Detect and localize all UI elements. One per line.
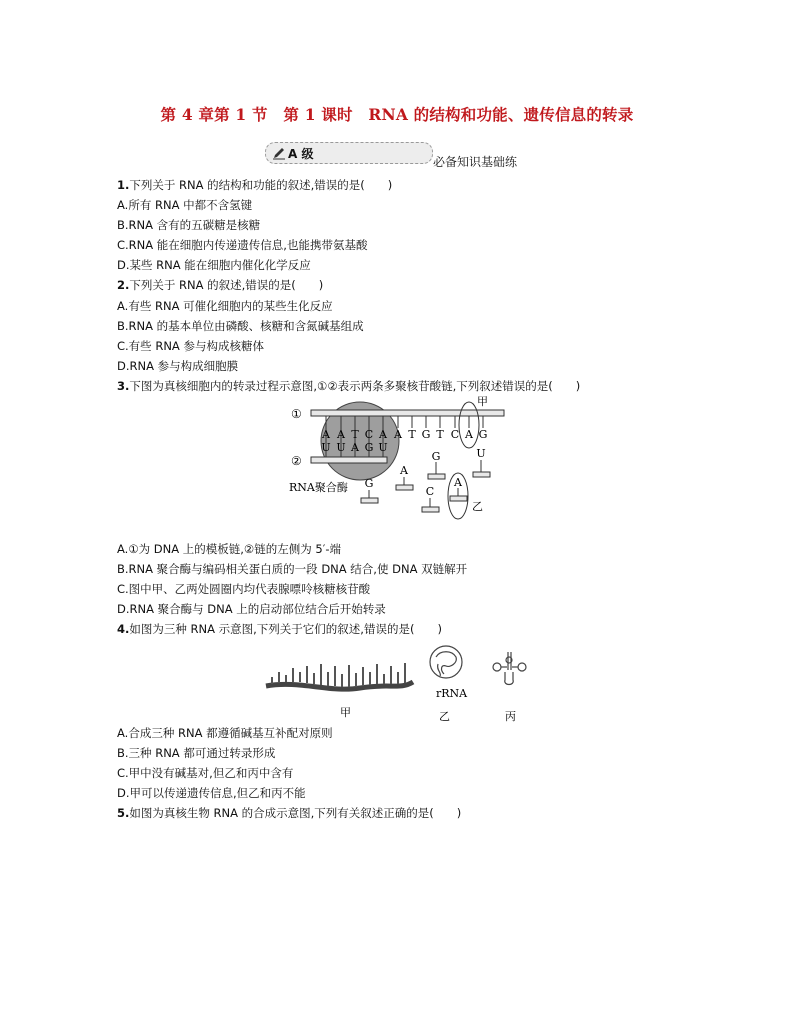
base-label: T (351, 428, 359, 441)
base-label: G (421, 428, 431, 441)
question-1-option-a: A.所有 RNA 中都不含氢键 (117, 198, 253, 212)
label-bing: 丙 (505, 710, 516, 723)
question-4-option-d: D.甲可以传递遗传信息,但乙和丙不能 (117, 786, 306, 800)
question-3-option-c: C.图中甲、乙两处圆圈内均代表腺嘌呤核糖核苷酸 (117, 582, 371, 596)
level-label: A 级 (288, 147, 314, 161)
question-1-stem: 1.下列关于 RNA 的结构和功能的叙述,错误的是( ) (117, 178, 393, 192)
base-label: C (450, 428, 460, 441)
rrna-shape (430, 646, 462, 678)
free-base: A (400, 464, 408, 477)
free-base: C (425, 485, 435, 498)
trna-shape (493, 652, 526, 685)
base-label: A (337, 428, 345, 441)
free-base: G (431, 450, 441, 463)
base-label: U (336, 441, 346, 454)
question-2-option-d: D.RNA 参与构成细胞膜 (117, 359, 239, 373)
base-label: C (364, 428, 374, 441)
question-5-stem: 5.如图为真核生物 RNA 的合成示意图,下列有关叙述正确的是( ) (117, 806, 462, 820)
section-label: 必备知识基础练 (433, 155, 518, 169)
question-2-option-b: B.RNA 的基本单位由磷酸、核糖和含氮碱基组成 (117, 319, 364, 333)
free-base: G (364, 477, 374, 490)
question-4-stem: 4.如图为三种 RNA 示意图,下列关于它们的叙述,错误的是( ) (117, 622, 442, 636)
base-label: A (322, 428, 330, 441)
question-3-stem: 3.下图为真核细胞内的转录过程示意图,①②表示两条多聚核苷酸链,下列叙述错误的是( ) (117, 379, 581, 393)
question-1-option-b: B.RNA 含有的五碳糖是核糖 (117, 218, 261, 232)
rrna-label: rRNA (436, 687, 468, 700)
free-base: A (454, 476, 462, 489)
strand-2-label: ② (291, 454, 302, 468)
yi-label: 乙 (472, 500, 483, 513)
question-4-option-b: B.三种 RNA 都可通过转录形成 (117, 746, 276, 760)
jia-label: 甲 (477, 395, 488, 408)
label-yi: 乙 (439, 710, 450, 723)
base-label: G (478, 428, 488, 441)
base-label: A (379, 428, 387, 441)
base-label: A (351, 441, 359, 454)
question-1-option-d: D.某些 RNA 能在细胞内催化化学反应 (117, 258, 311, 272)
question-3-option-b: B.RNA 聚合酶与编码相关蛋白质的一段 DNA 结合,使 DNA 双链解开 (117, 562, 468, 576)
free-base: U (476, 447, 486, 460)
question-2-option-c: C.有些 RNA 参与构成核糖体 (117, 339, 264, 353)
base-label: U (378, 441, 388, 454)
question-1-option-c: C.RNA 能在细胞内传递遗传信息,也能携带氨基酸 (117, 238, 368, 252)
question-2-stem: 2.下列关于 RNA 的叙述,错误的是( ) (117, 278, 324, 292)
base-label: A (465, 428, 473, 441)
question-2-option-a: A.有些 RNA 可催化细胞内的某些生化反应 (117, 299, 333, 313)
page-title: 第 4 章第 1 节 第 1 课时 RNA 的结构和功能、遗传信息的转录 (160, 105, 634, 124)
label-jia: 甲 (340, 706, 351, 719)
base-label: A (394, 428, 402, 441)
base-label: G (364, 441, 374, 454)
strand-1-label: ① (291, 407, 302, 421)
question-4-option-c: C.甲中没有碱基对,但乙和丙中含有 (117, 766, 294, 780)
question-3-option-a: A.①为 DNA 上的模板链,②链的左侧为 5′-端 (117, 542, 341, 556)
question-4-option-a: A.合成三种 RNA 都遵循碱基互补配对原则 (117, 726, 333, 740)
base-label: T (436, 428, 444, 441)
base-label: U (321, 441, 331, 454)
base-label: T (408, 428, 416, 441)
enzyme-label: RNA聚合酶 (289, 481, 348, 494)
question-3-option-d: D.RNA 聚合酶与 DNA 上的启动部位结合后开始转录 (117, 602, 386, 616)
